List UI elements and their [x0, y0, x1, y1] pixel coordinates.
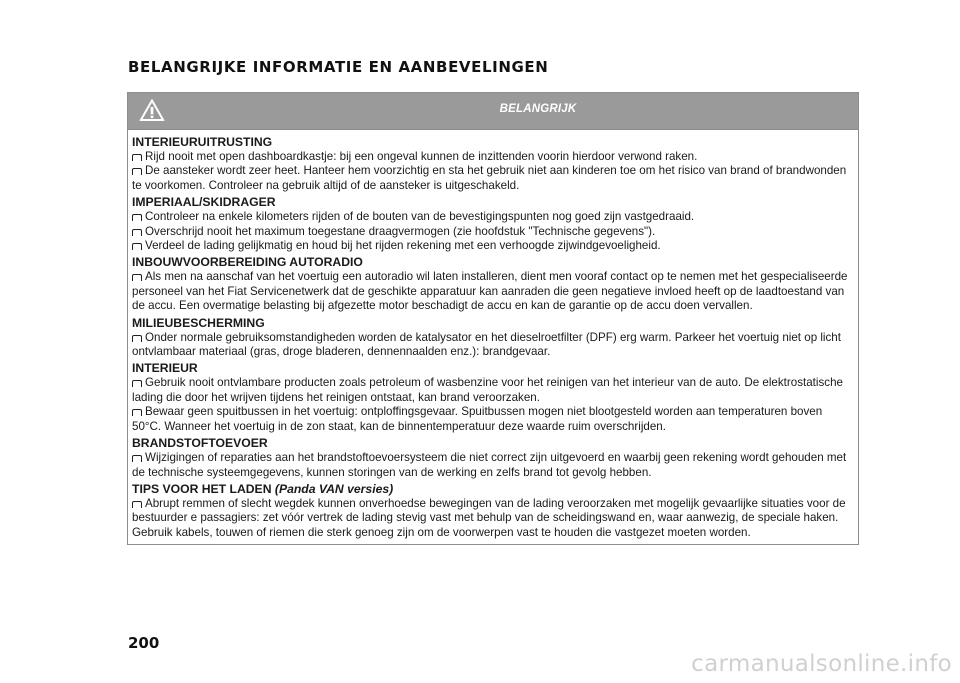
section-title	[132, 436, 854, 451]
bullet-icon	[132, 214, 142, 221]
section-title-text: BRANDSTOFTOEVOER	[132, 436, 268, 451]
bullet-item	[132, 497, 854, 540]
bullet-item	[132, 376, 854, 405]
bullet-text: Abrupt remmen of slecht wegdek kunnen onverhoedse bewegingen van de lading veroorzaken met mogelijk gevaarlijke situaties voor de bestuurder e passagiers: zet vóór vertrek de lading stevig vast met behulp van de scheidingswand en, waar aanwezig, de speciale haken. Gebruik kabels, touwen of riemen die sterk genoeg zijn om de voorwerpen vast te houden die vastgezet moeten worden.	[132, 496, 846, 539]
warning-box-title: BELANGRIJK	[499, 103, 577, 115]
section-title	[132, 195, 854, 210]
bullet-item	[132, 150, 854, 164]
bullet-item	[132, 270, 854, 313]
section-title-text: INTERIEUR	[132, 361, 198, 376]
bullet-icon	[132, 409, 142, 416]
bullet-icon	[132, 274, 142, 281]
bullet-text: Onder normale gebruiksomstandigheden worden de katalysator en het dieselroetfilter (DPF) erg warm. Parkeer het voertuig niet op licht ontvlambaar materiaal (gras, droge bladeren, dennennaalden enz.): brandgevaar.	[132, 330, 841, 359]
watermark: carmanualsonline.info	[691, 651, 952, 677]
bullet-item	[132, 451, 854, 480]
section-title-text: TIPS VOOR HET LADEN	[132, 481, 272, 496]
bullet-text: Gebruik nooit ontvlambare producten zoals petroleum of wasbenzine voor het reinigen van het interieur van de auto. De elektrostatische lading die door het wrijven tijdens het reinigen ontstaat, kan brand veroorzaken.	[132, 376, 843, 404]
section-title-text: INTERIEURUITRUSTING	[132, 135, 273, 149]
section-title	[132, 316, 854, 331]
bullet-text: Als men na aanschaf van het voertuig een autoradio wil laten installeren, dient men vooraf contact op te nemen met het gespecialiseerde personeel van het Fiat Servicenetwerk dat de geschikte apparatuur kan aanraden die geen negatieve invloed heeft op de laadtoestand van de accu. Een overmatige belasting bij afgezette motor beschadigt de accu en kan de garantie op de accu doen vervallen.	[132, 270, 848, 313]
warning-box-header	[128, 93, 858, 130]
bullet-text: De aansteker wordt zeer heet. Hanteer hem voorzichtig en sta het gebruik niet aan kinderen toe om het risico van brand of brandwonden te voorkomen. Controleer na gebruik altijd of de aansteker is uitgeschakeld.	[132, 164, 847, 192]
section-title-text: IMPERIAAL/SKIDRAGER	[132, 195, 276, 210]
bullet-item	[132, 239, 854, 253]
bullet-icon	[132, 501, 142, 508]
bullet-item	[132, 225, 854, 239]
section-title-text: MILIEUBESCHERMING	[132, 315, 265, 330]
section-subtitle: (Panda VAN versies)	[274, 481, 394, 496]
section-title	[132, 482, 854, 497]
bullet-item	[132, 210, 854, 224]
bullet-text: Rijd nooit met open dashboardkastje: bij een ongeval kunnen de inzittenden voorin hierdoor verwond raken.	[145, 150, 698, 163]
warning-box-body	[128, 130, 858, 540]
bullet-icon	[132, 455, 142, 462]
bullet-icon	[132, 380, 142, 387]
section-title	[132, 135, 854, 150]
page-number: 200	[128, 634, 160, 652]
bullet-item	[132, 405, 854, 434]
warning-box	[127, 92, 859, 545]
bullet-text: Controleer na enkele kilometers rijden of de bouten van de bevestigingspunten nog goed zijn vastgedraaid.	[145, 210, 695, 224]
section-title-text: INBOUWVOORBEREIDING AUTORADIO	[132, 255, 363, 270]
bullet-icon	[132, 168, 142, 175]
section-title	[132, 361, 854, 376]
bullet-item	[132, 331, 854, 360]
bullet-item	[132, 164, 854, 193]
bullet-icon	[132, 229, 142, 236]
bullet-icon	[132, 154, 142, 161]
page-heading: BELANGRIJKE INFORMATIE EN AANBEVELINGEN	[128, 58, 549, 76]
bullet-text: Bewaar geen spuitbussen in het voertuig: ontploffingsgevaar. Spuitbussen mogen niet blootgesteld worden aan temperaturen boven 50°C. Wanneer het voertuig in de zon staat, kan de binnentemperatuur deze waarde ruim overschrijden.	[132, 405, 823, 433]
bullet-text: Wijzigingen of reparaties aan het brandstoftoevoersysteem die niet correct zijn uitgevoerd en waarbij geen rekening wordt gehouden met de technische systeemgegevens, kunnen storingen van de werking en zelfs brand tot gevolg hebben.	[132, 451, 847, 479]
bullet-text: Verdeel de lading gelijkmatig en houd bij het rijden rekening met een verhoogde zijwindgevoeligheid.	[145, 239, 661, 253]
bullet-text: Overschrijd nooit het maximum toegestane draagvermogen (zie hoofdstuk "Technische gegevens").	[145, 224, 656, 238]
section-title	[132, 255, 854, 270]
bullet-icon	[132, 335, 142, 342]
bullet-icon	[132, 243, 142, 250]
